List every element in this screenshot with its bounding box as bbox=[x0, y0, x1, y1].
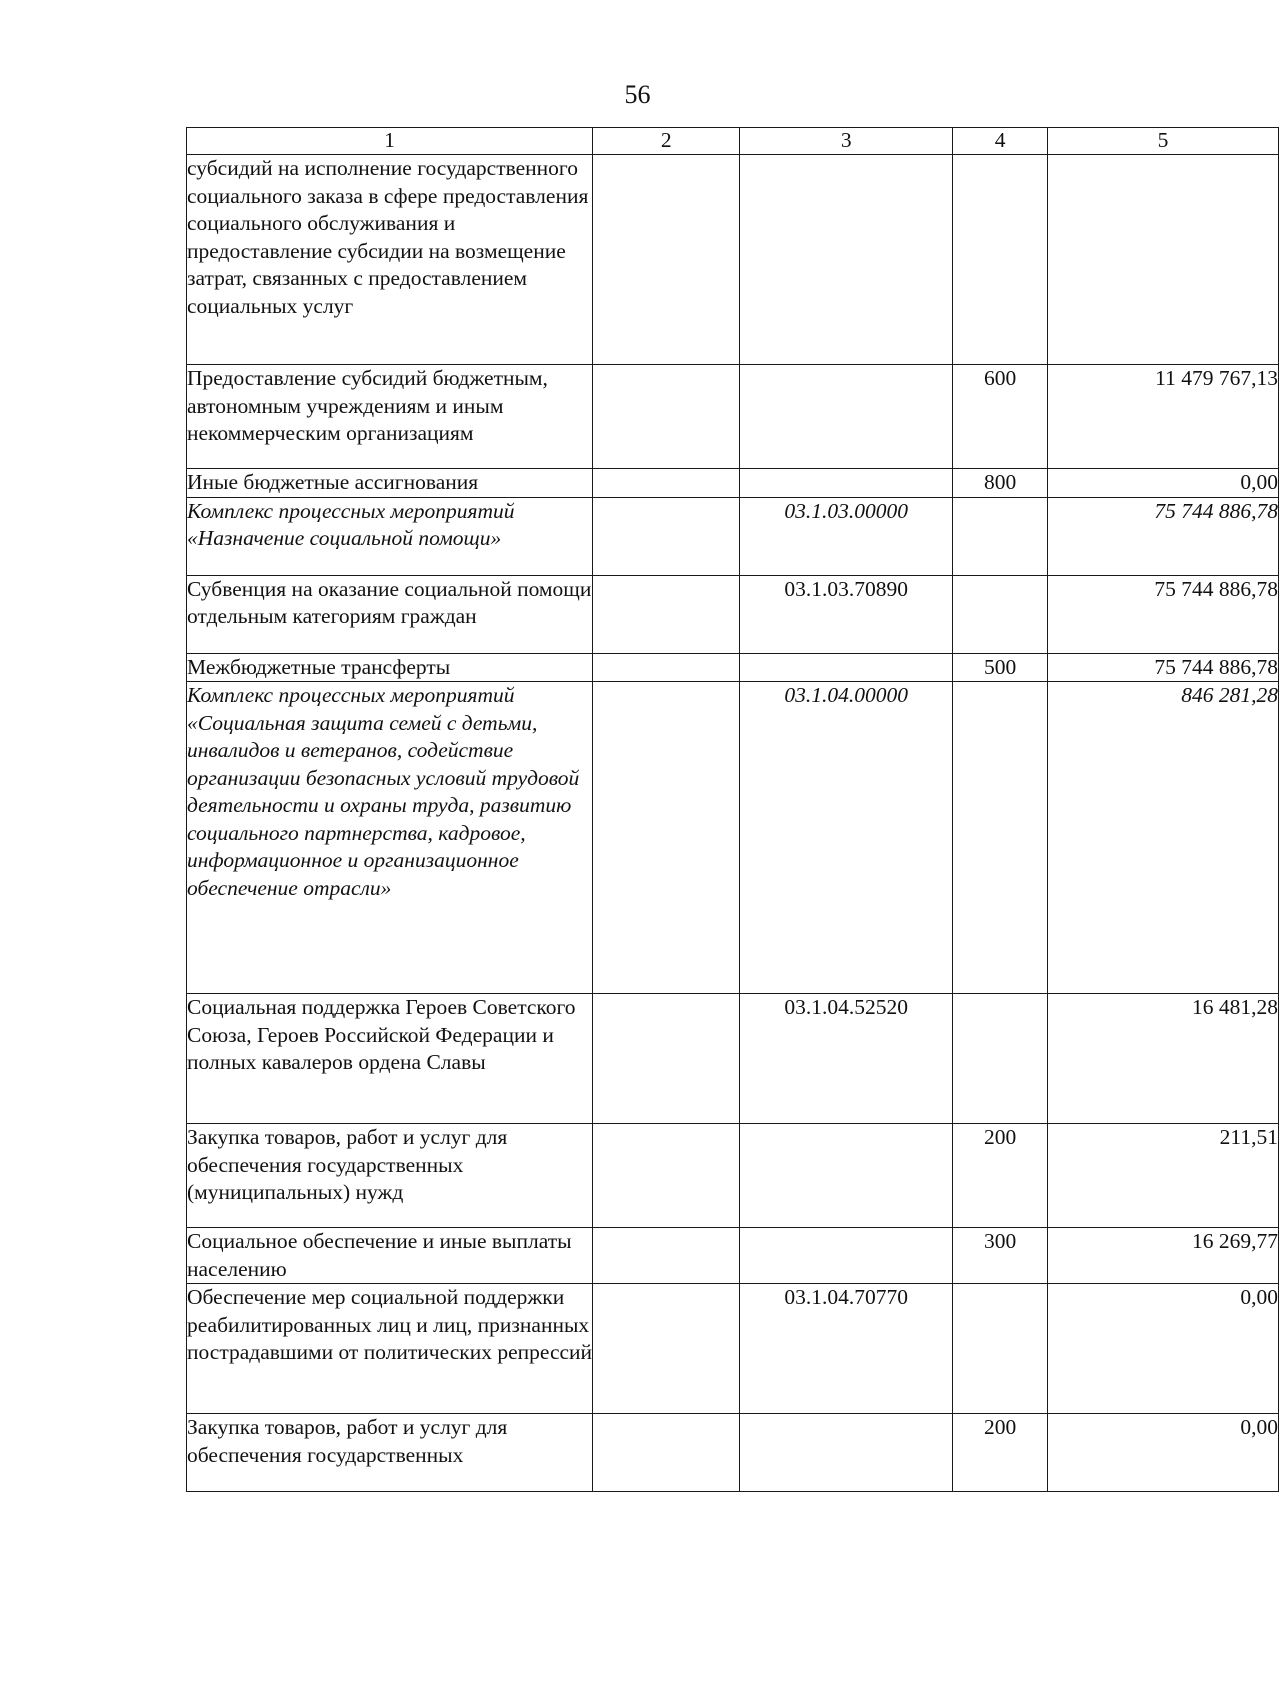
row-name-cell: Закупка товаров, работ и услуг для обеспечения государственных bbox=[187, 1414, 593, 1492]
row-type-cell bbox=[953, 155, 1048, 365]
row-name-cell: Межбюджетные трансферты bbox=[187, 653, 593, 682]
row-type-cell bbox=[953, 1284, 1048, 1414]
row-type-cell: 200 bbox=[953, 1124, 1048, 1228]
page-number: 56 bbox=[624, 80, 651, 109]
row-amount-cell: 0,00 bbox=[1048, 469, 1279, 498]
table-header-row bbox=[187, 128, 1279, 155]
row-code-cell: 03.1.03.70890 bbox=[740, 575, 953, 653]
budget-table bbox=[186, 127, 1279, 1492]
row-col2-cell bbox=[593, 365, 740, 469]
row-amount-cell: 16 481,28 bbox=[1048, 994, 1279, 1124]
table-row bbox=[187, 1228, 1279, 1284]
row-code-cell bbox=[740, 1124, 953, 1228]
table-row bbox=[187, 575, 1279, 653]
table-row bbox=[187, 1414, 1279, 1492]
row-type-cell: 200 bbox=[953, 1414, 1048, 1492]
column-header-3: 3 bbox=[740, 128, 953, 155]
row-amount-cell: 75 744 886,78 bbox=[1048, 653, 1279, 682]
row-code-cell: 03.1.04.70770 bbox=[740, 1284, 953, 1414]
row-amount-cell: 16 269,77 bbox=[1048, 1228, 1279, 1284]
row-col2-cell bbox=[593, 155, 740, 365]
table-row bbox=[187, 1124, 1279, 1228]
row-code-cell bbox=[740, 155, 953, 365]
row-col2-cell bbox=[593, 1284, 740, 1414]
row-col2-cell bbox=[593, 575, 740, 653]
row-code-cell: 03.1.04.52520 bbox=[740, 994, 953, 1124]
row-amount-cell: 846 281,28 bbox=[1048, 682, 1279, 994]
table-row bbox=[187, 994, 1279, 1124]
row-amount-cell: 211,51 bbox=[1048, 1124, 1279, 1228]
row-col2-cell bbox=[593, 1228, 740, 1284]
row-col2-cell bbox=[593, 1414, 740, 1492]
row-name-cell: Комплекс процессных мероприятий «Назначение социальной помощи» bbox=[187, 497, 593, 575]
row-col2-cell bbox=[593, 497, 740, 575]
row-name-cell: Обеспечение мер социальной поддержки реабилитированных лиц и лиц, признанных пострадавшими от политических репрессий bbox=[187, 1284, 593, 1414]
row-amount-cell bbox=[1048, 155, 1279, 365]
row-col2-cell bbox=[593, 653, 740, 682]
row-amount-cell: 0,00 bbox=[1048, 1284, 1279, 1414]
row-code-cell bbox=[740, 1414, 953, 1492]
row-name-cell: Предоставление субсидий бюджетным, автономным учреждениям и иным некоммерческим организациям bbox=[187, 365, 593, 469]
row-type-cell: 600 bbox=[953, 365, 1048, 469]
row-name-cell: субсидий на исполнение государственного социального заказа в сфере предоставления социального обслуживания и предоставление субсидии на возмещение затрат, связанных с предоставлением социальных услуг bbox=[187, 155, 593, 365]
row-type-cell bbox=[953, 575, 1048, 653]
table-row bbox=[187, 155, 1279, 365]
table-row bbox=[187, 682, 1279, 994]
row-type-cell bbox=[953, 994, 1048, 1124]
row-col2-cell bbox=[593, 994, 740, 1124]
row-amount-cell: 11 479 767,13 bbox=[1048, 365, 1279, 469]
table-row bbox=[187, 653, 1279, 682]
row-amount-cell: 75 744 886,78 bbox=[1048, 575, 1279, 653]
table-row bbox=[187, 365, 1279, 469]
row-type-cell: 800 bbox=[953, 469, 1048, 498]
row-name-cell: Социальное обеспечение и иные выплаты населению bbox=[187, 1228, 593, 1284]
column-header-5: 5 bbox=[1048, 128, 1279, 155]
row-type-cell bbox=[953, 682, 1048, 994]
table-row bbox=[187, 497, 1279, 575]
row-name-cell: Социальная поддержка Героев Советского Союза, Героев Российской Федерации и полных кавалеров ордена Славы bbox=[187, 994, 593, 1124]
row-code-cell bbox=[740, 1228, 953, 1284]
column-header-1: 1 bbox=[187, 128, 593, 155]
table-body bbox=[187, 155, 1279, 1492]
row-col2-cell bbox=[593, 1124, 740, 1228]
row-code-cell: 03.1.04.00000 bbox=[740, 682, 953, 994]
row-type-cell: 300 bbox=[953, 1228, 1048, 1284]
row-col2-cell bbox=[593, 682, 740, 994]
row-type-cell: 500 bbox=[953, 653, 1048, 682]
row-amount-cell: 75 744 886,78 bbox=[1048, 497, 1279, 575]
row-name-cell: Закупка товаров, работ и услуг для обеспечения государственных (муниципальных) нужд bbox=[187, 1124, 593, 1228]
column-header-4: 4 bbox=[953, 128, 1048, 155]
row-type-cell bbox=[953, 497, 1048, 575]
row-col2-cell bbox=[593, 469, 740, 498]
row-amount-cell: 0,00 bbox=[1048, 1414, 1279, 1492]
row-code-cell: 03.1.03.00000 bbox=[740, 497, 953, 575]
row-name-cell: Иные бюджетные ассигнования bbox=[187, 469, 593, 498]
table-row bbox=[187, 469, 1279, 498]
row-name-cell: Субвенция на оказание социальной помощи отдельным категориям граждан bbox=[187, 575, 593, 653]
row-name-cell: Комплекс процессных мероприятий «Социальная защита семей с детьми, инвалидов и ветеранов, содействие организации безопасных условий трудовой деятельности и охраны труда, развитию социального партнерства, кадровое, информационное и организационное обеспечение отрасли» bbox=[187, 682, 593, 994]
column-header-2: 2 bbox=[593, 128, 740, 155]
table-row bbox=[187, 1284, 1279, 1414]
row-code-cell bbox=[740, 469, 953, 498]
row-code-cell bbox=[740, 653, 953, 682]
row-code-cell bbox=[740, 365, 953, 469]
